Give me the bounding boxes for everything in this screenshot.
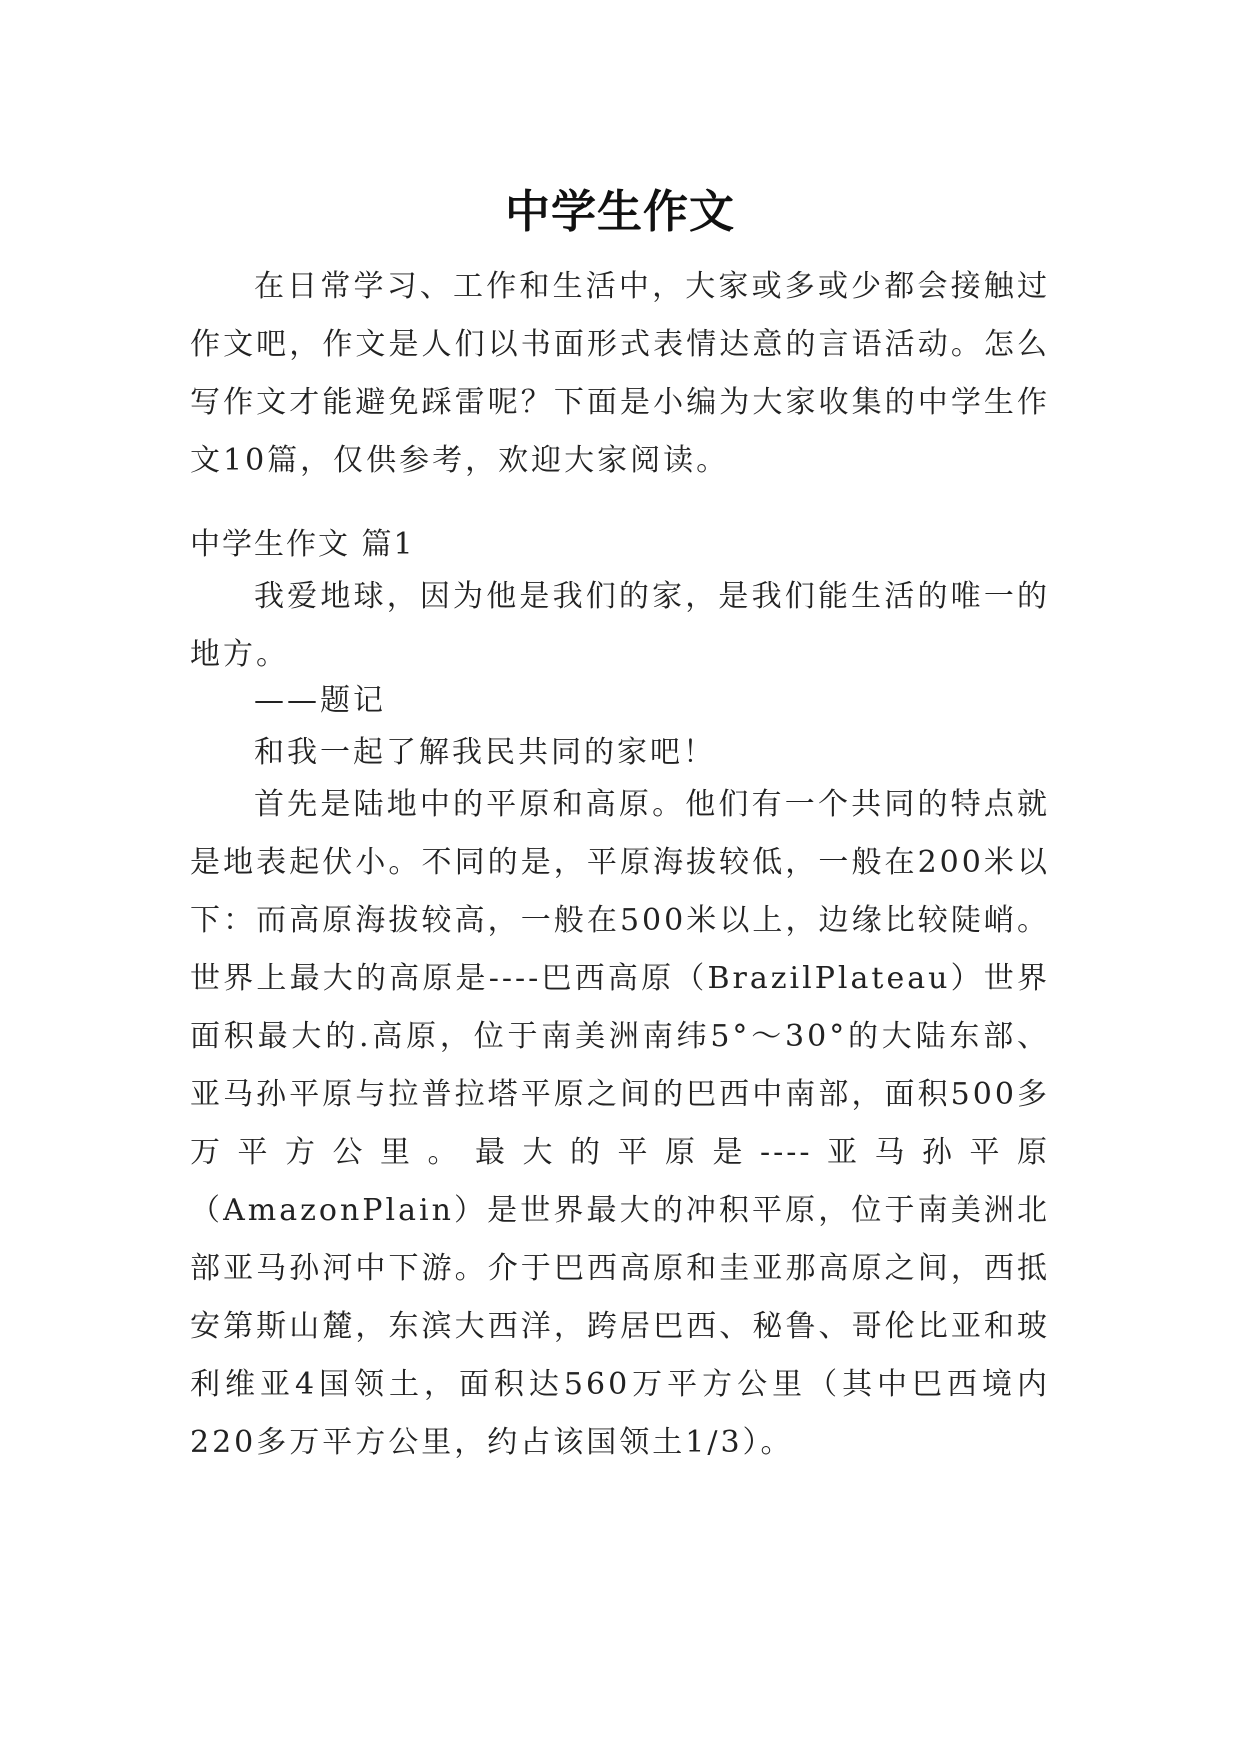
paragraph-epigraph: ——题记 xyxy=(254,683,386,718)
section-heading: 中学生作文 篇1 xyxy=(190,527,415,562)
paragraph-1: 我爱地球，因为他是我们的家，是我们能生活的唯一的地方。 xyxy=(190,579,1050,672)
document-title: 中学生作文 xyxy=(504,185,735,239)
paragraph-2: 和我一起了解我民共同的家吧！ xyxy=(254,735,716,770)
paragraph-3: 首先是陆地中的平原和高原。他们有一个共同的特点就是地表起伏小。不同的是，平原海拔较低，一般在200米以下：而高原海拔较高，一般在500米以上，边缘比较陡峭。世界上最大的高原是----巴西高原（BrazilPlateau）世界面积最大的.高原，位于南美洲南纬5°～30°的大陆东部、亚马孙平原与拉普拉塔平原之间的巴西中南部，面积500多万平方公里。最大的平原是----亚马孙平原（AmazonPlain）是世界最大的冲积平原，位于南美洲北部亚马孙河中下游。介于巴西高原和圭亚那高原之间，西抵安第斯山麓，东滨大西洋，跨居巴西、秘鲁、哥伦比亚和玻利维亚4国领土，面积达560万平方公里（其中巴西境内220多万平方公里，约占该国领土1/3）。 xyxy=(190,787,1050,1460)
intro-paragraph: 在日常学习、工作和生活中，大家或多或少都会接触过作文吧，作文是人们以书面形式表情达意的言语活动。怎么写作文才能避免踩雷呢？下面是小编为大家收集的中学生作文10篇，仅供参考，欢迎大家阅读。 xyxy=(190,269,1050,478)
